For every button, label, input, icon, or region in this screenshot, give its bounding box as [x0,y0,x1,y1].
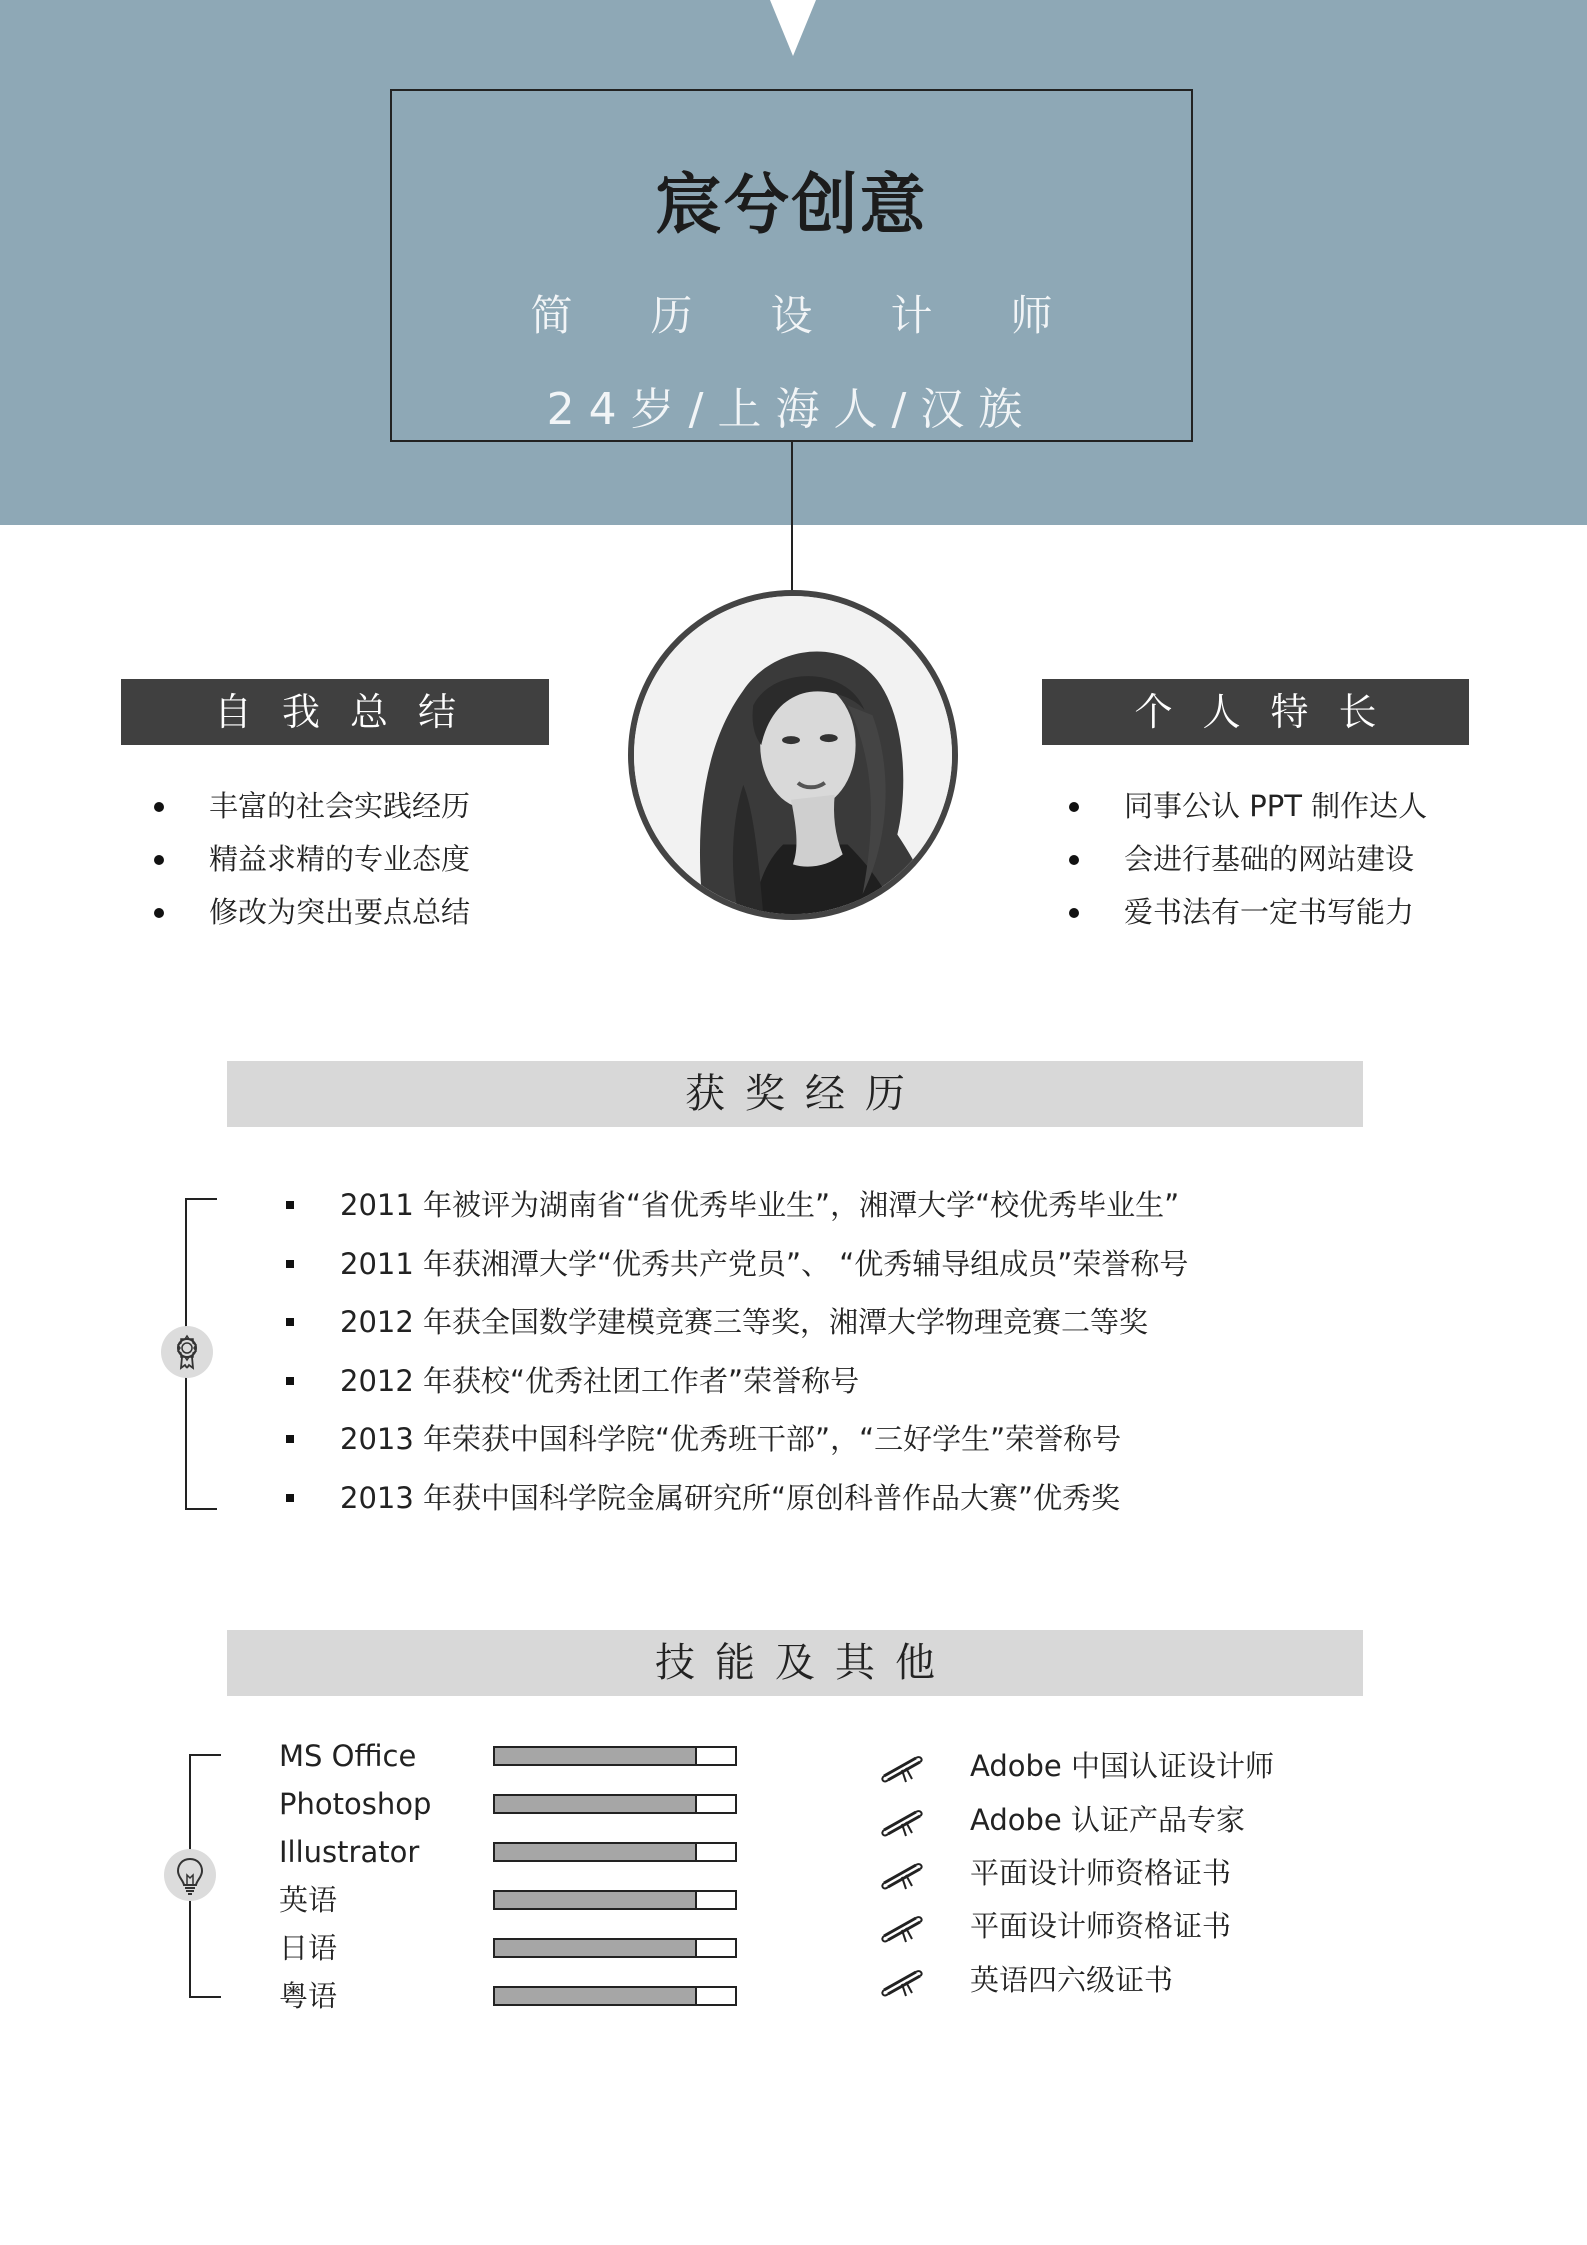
diploma-scroll-icon [880,1906,928,1946]
skill-name: 英语 [279,1883,338,1917]
list-item-text: 精益求精的专业态度 [209,842,471,876]
specialties-title: 个人特长 [1042,679,1469,745]
skill-bar-fill [495,1988,697,2004]
award-text: 2013 年获中国科学院金属研究所“原创科普作品大赛”优秀奖 [340,1480,1121,1515]
diploma-scroll-icon [880,1960,928,2000]
list-item-text: 爱书法有一定书写能力 [1124,895,1415,929]
bullet-dot [1069,802,1079,812]
bullet-square [286,1377,294,1385]
skill-bar-fill [495,1940,697,1956]
job-title: 简历设计师 [530,291,1131,340]
skill-bar [493,1794,737,1814]
list-item-text: 会进行基础的网站建设 [1124,842,1415,876]
diploma-scroll-icon [880,1853,928,1893]
skill-bar [493,1842,737,1862]
award-text: 2012 年获校“优秀社团工作者”荣誉称号 [340,1363,860,1398]
personal-info: 24岁/上海人/汉族 [546,384,1037,435]
skills-section-title: 技能及其他 [227,1630,1363,1696]
skill-name: 粤语 [279,1979,338,2013]
lightbulb-icon [164,1849,216,1901]
bullet-square [286,1318,294,1326]
name-heading: 宸兮创意 [655,166,928,243]
skill-bar-fill [495,1892,697,1908]
header-notch [770,0,816,56]
skill-name: 日语 [279,1931,338,1965]
award-text: 2013 年荣获中国科学院“优秀班干部”，“三好学生”荣誉称号 [340,1422,1122,1457]
bullet-dot [154,855,164,865]
connector-line [791,442,793,594]
skill-name: Photoshop [279,1787,432,1821]
specialties-list [1036,780,1427,939]
list-item [121,780,470,833]
skill-bar [493,1890,737,1910]
medal-icon [161,1326,213,1378]
skill-bar-fill [495,1748,697,1764]
diploma-scroll-icon [880,1746,928,1786]
certificate-label: Adobe 中国认证设计师 [970,1749,1274,1783]
skill-bar [493,1986,737,2006]
skill-bar [493,1938,737,1958]
self-summary-list [121,780,470,939]
avatar [628,590,958,920]
list-item [1036,886,1427,939]
certificate-label: 平面设计师资格证书 [970,1909,1232,1943]
bullet-dot [154,802,164,812]
award-text: 2011 年被评为湖南省“省优秀毕业生”，湘潭大学“校优秀毕业生” [340,1188,1180,1222]
list-item-text: 丰富的社会实践经历 [209,789,471,823]
award-item [278,1176,1188,1235]
bullet-square [286,1494,294,1502]
portrait-photo [634,596,952,914]
bullet-dot [1069,855,1079,865]
diploma-scroll-icon [880,1800,928,1840]
award-item [278,1352,1188,1411]
bullet-square [286,1435,294,1443]
list-item-text: 修改为突出要点总结 [209,895,471,929]
award-item [278,1469,1188,1528]
awards-section-title: 获奖经历 [227,1061,1363,1127]
list-item [1036,833,1427,886]
list-item [1036,780,1427,833]
certificate-label: 英语四六级证书 [970,1963,1174,1997]
bullet-dot [1069,908,1079,918]
awards-list [278,1176,1188,1528]
title-box [390,89,1193,442]
award-text: 2012 年获全国数学建模竞赛三等奖，湘潭大学物理竞赛二等奖 [340,1305,1149,1340]
bullet-square [286,1201,294,1209]
certificate-label: 平面设计师资格证书 [970,1856,1232,1890]
skill-bar-fill [495,1844,697,1860]
list-item-text: 同事公认 PPT 制作达人 [1124,789,1428,823]
skill-name: MS Office [279,1739,417,1773]
award-item [278,1293,1188,1352]
list-item [121,886,470,939]
skill-name: Illustrator [279,1835,420,1869]
list-item [121,833,470,886]
certificate-label: Adobe 认证产品专家 [970,1803,1245,1837]
bullet-square [286,1260,294,1268]
award-text: 2011 年获湘潭大学“优秀共产党员”、 “优秀辅导组成员”荣誉称号 [340,1246,1189,1281]
self-summary-title: 自我总结 [121,679,549,745]
award-item [278,1410,1188,1469]
award-item [278,1235,1188,1294]
skill-bar [493,1746,737,1766]
bullet-dot [154,908,164,918]
skill-bar-fill [495,1796,697,1812]
